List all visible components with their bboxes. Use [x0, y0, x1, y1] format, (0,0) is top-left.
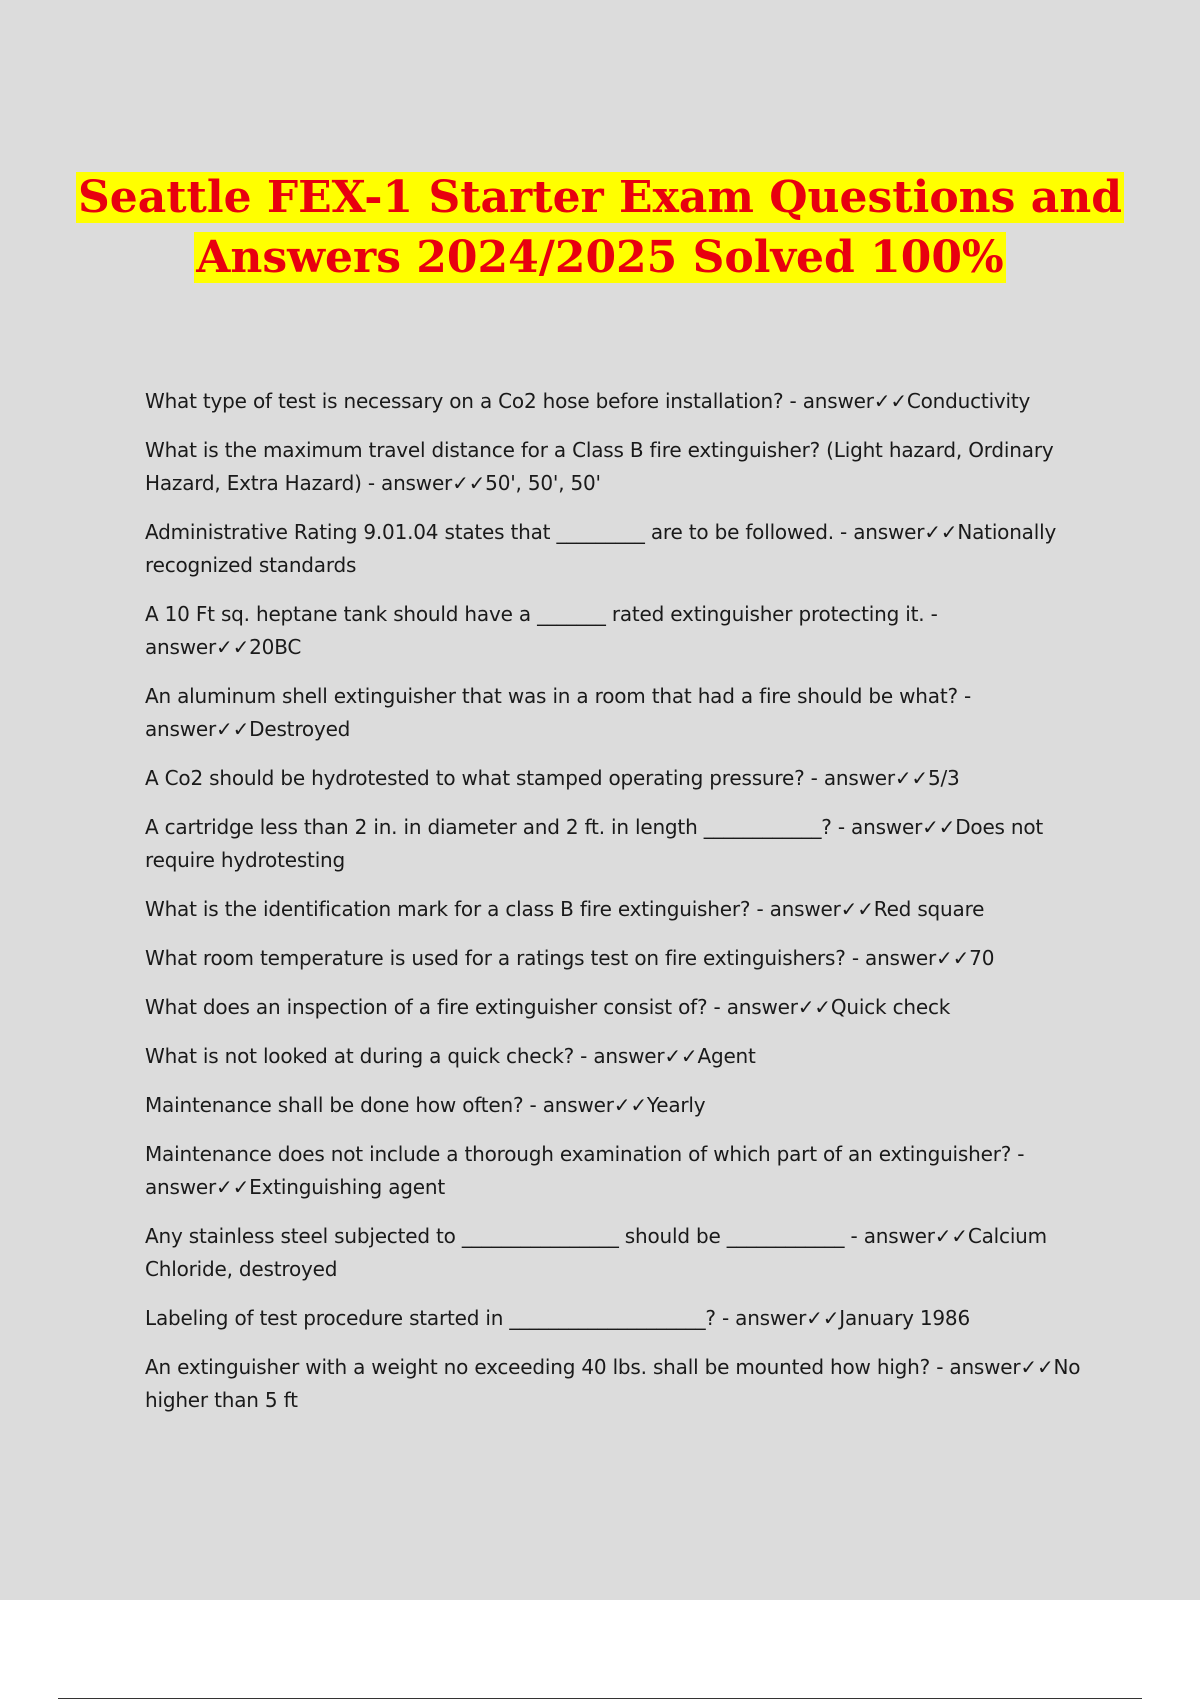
qa-item: An extinguisher with a weight no exceeding 40 lbs. shall be mounted how high? - answer✓✓No higher than 5 ft [145, 1355, 1081, 1412]
qa-item: Labeling of test procedure started in ____________________? - answer✓✓January 1986 [145, 1306, 970, 1330]
qa-item: Any stainless steel subjected to ________________ should be ____________ - answer✓✓Calcium Chloride, destroyed [145, 1224, 1047, 1281]
qa-item: Maintenance does not include a thorough examination of which part of an extinguisher? - answer✓✓Extinguishing agent [145, 1142, 1025, 1199]
qa-item: What room temperature is used for a ratings test on fire extinguishers? - answer✓✓70 [145, 946, 995, 970]
document-title [0, 168, 1200, 288]
qa-item: A Co2 should be hydrotested to what stamped operating pressure? - answer✓✓5/3 [145, 766, 960, 790]
qa-item: What does an inspection of a fire extinguisher consist of? - answer✓✓Quick check [145, 995, 951, 1019]
qa-item: An aluminum shell extinguisher that was in a room that had a fire should be what? - answer✓✓Destroyed [145, 684, 972, 741]
qa-item: What is not looked at during a quick check? - answer✓✓Agent [145, 1044, 756, 1068]
title-line-1: Seattle FEX-1 Starter Exam Questions and [77, 172, 1123, 223]
qa-item: A cartridge less than 2 in. in diameter and 2 ft. in length ____________? - answer✓✓Does not require hydrotesting [145, 815, 1044, 872]
qa-item: What is the identification mark for a class B fire extinguisher? - answer✓✓Red square [145, 897, 985, 921]
qa-item: Administrative Rating 9.01.04 states that _________ are to be followed. - answer✓✓Nationally recognized standards [145, 520, 1057, 577]
qa-item: Maintenance shall be done how often? - answer✓✓Yearly [145, 1093, 706, 1117]
qa-item: What type of test is necessary on a Co2 hose before installation? - answer✓✓Conductivity [145, 389, 1031, 413]
footer-divider [58, 1698, 1142, 1699]
title-line-2: Answers 2024/2025 Solved 100% [196, 232, 1004, 283]
question-answer-list [145, 385, 1095, 1433]
qa-item: What is the maximum travel distance for a Class B fire extinguisher? (Light hazard, Ordinary Hazard, Extra Hazard) - answer✓✓50', 50', 50' [145, 438, 1054, 495]
qa-item: A 10 Ft sq. heptane tank should have a _______ rated extinguisher protecting it. - answer✓✓20BC [145, 602, 938, 659]
